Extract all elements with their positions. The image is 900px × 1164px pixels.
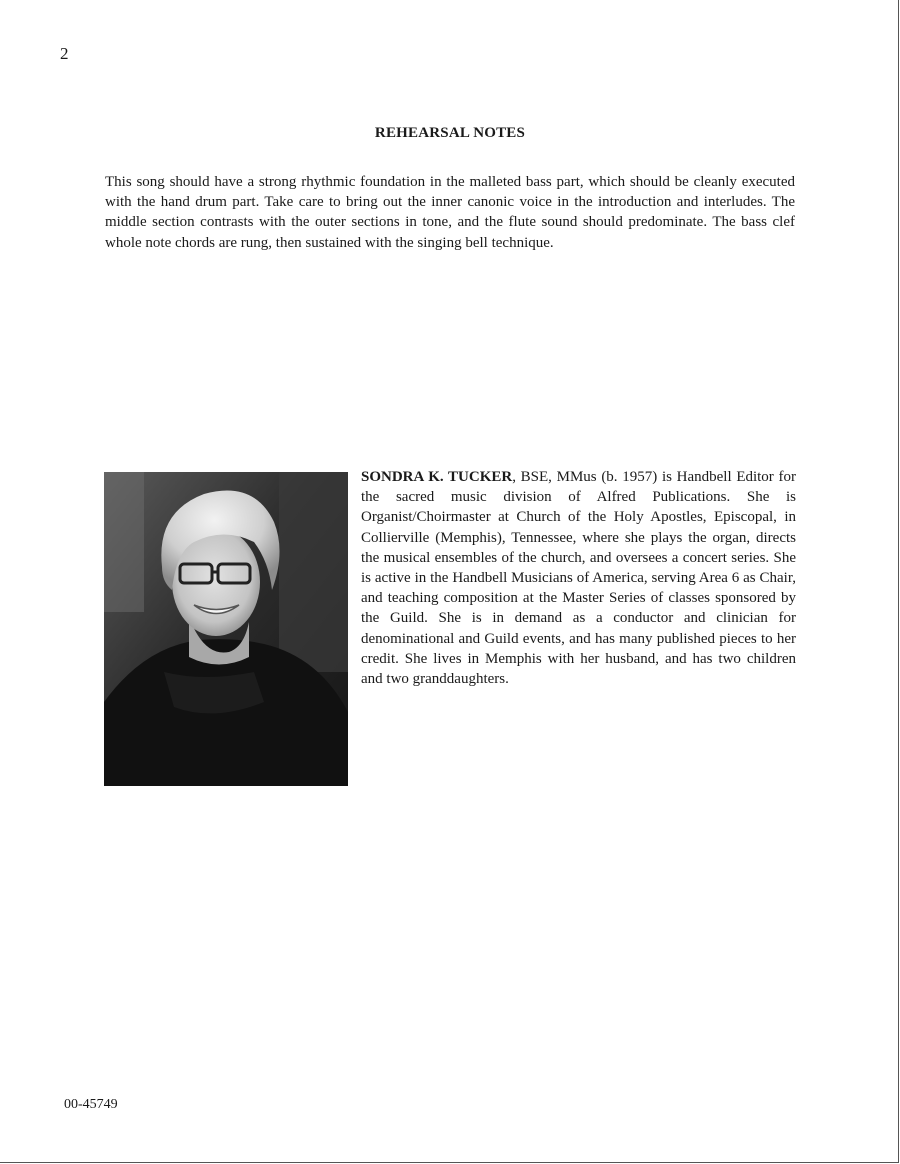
rehearsal-notes-heading: REHEARSAL NOTES bbox=[374, 125, 526, 141]
author-name: SONDRA K. TUCKER bbox=[361, 469, 513, 485]
author-bio bbox=[361, 467, 796, 689]
rehearsal-notes-body: This song should have a strong rhythmic foundation in the malleted bass part, which should be cleanly executed with the hand drum part. Take care to bring out the inner canonic voice in the introduction and interludes. The middle section contrasts with the outer sections in tone, and the flute sound should predominate. The bass clef whole note chords are rung, then sustained with the singing bell technique. bbox=[105, 174, 795, 251]
author-bio-text: , BSE, MMus (b. 1957) is Handbell Editor for the sacred music division of Alfred Publications. She is Organist/Choirmaster at Church of the Holy Apostles, Episcopal, in Collierville (Memphis), Tennessee, where she plays the organ, directs the musical ensembles of the church, and oversees a concert series. She is active in the Handbell Musicians of America, serving Area 6 as Chair, and teaching composition at the Master Series of classes sponsored by the Guild. She is in demand as a conductor and clinician for denominational and Guild events, and has many published pieces to her credit. She lives in Memphis with her husband, and has two children and two granddaughters. bbox=[361, 469, 796, 688]
catalog-number: 00-45749 bbox=[64, 1097, 118, 1112]
page-number: 2 bbox=[60, 44, 69, 63]
author-photo bbox=[104, 472, 348, 786]
